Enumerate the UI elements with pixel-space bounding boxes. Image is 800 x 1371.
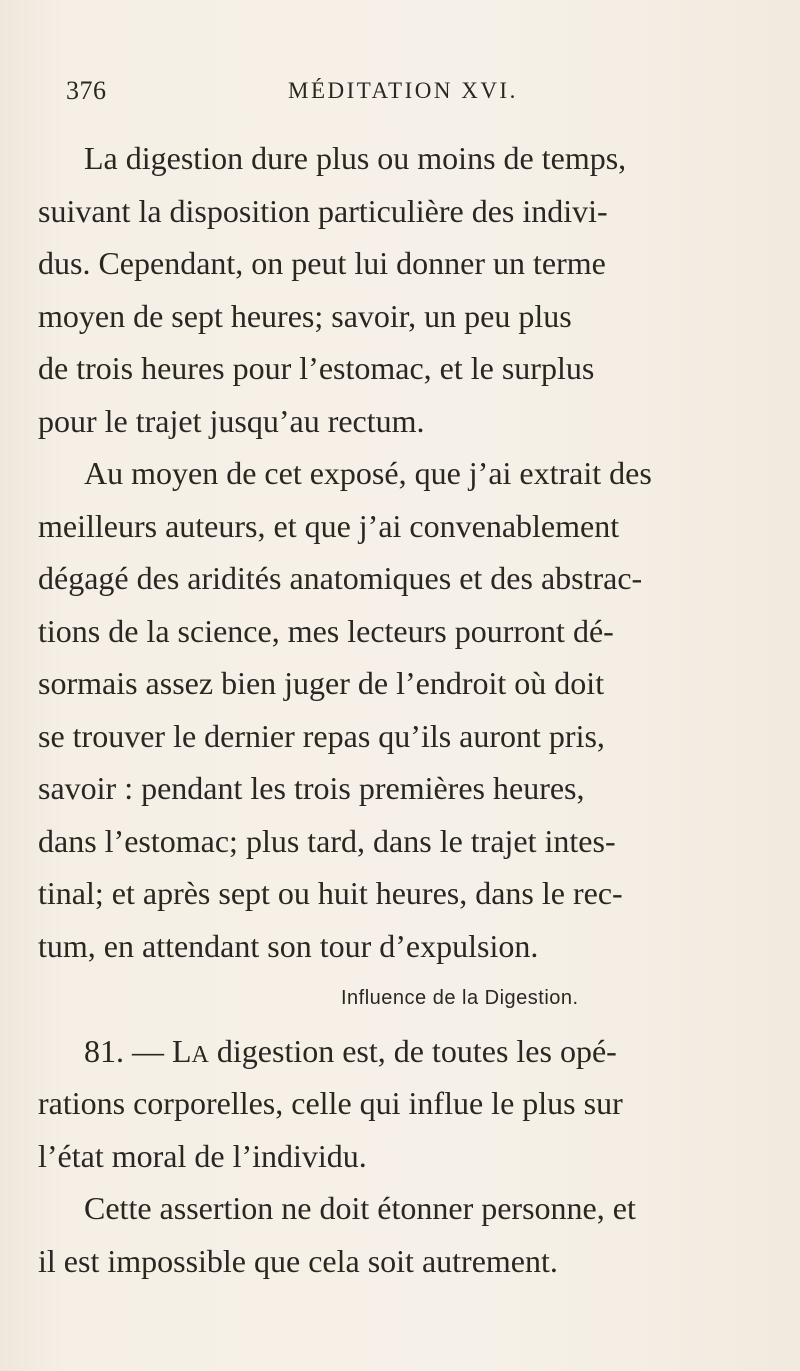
section-number: 81. — <box>84 1032 164 1069</box>
text-line: suivant la disposition particulière des indivi- <box>38 192 608 229</box>
section-heading: Influence de la Digestion. <box>341 987 579 1009</box>
text-line: La digestion dure plus ou moins de temps, <box>84 140 627 176</box>
smallcaps-rest: A <box>191 1041 209 1068</box>
text-line: tum, en attendant son tour d’expulsion. <box>38 927 539 964</box>
text-line: meilleurs auteurs, et que j’ai convenablement <box>38 507 620 544</box>
text-line: dégagé des aridités anatomiques et des abstrac- <box>38 560 643 596</box>
text-line: il est impossible que cela soit autrement. <box>38 1242 558 1279</box>
text-line: se trouver le dernier repas qu’ils auront pris, <box>38 717 605 754</box>
running-title: MÉDITATION XVI. <box>288 78 518 103</box>
text-line: tions de la science, mes lecteurs pourront dé- <box>38 612 614 649</box>
text-line: dus. Cependant, on peut lui donner un terme <box>38 245 606 281</box>
first-line-rest: digestion est, de toutes les opé- <box>216 1032 617 1069</box>
page-number: 376 <box>66 76 107 105</box>
text-line: Cette assertion ne doit étonner personne, et <box>84 1190 636 1226</box>
body-text <box>38 132 790 1287</box>
text-line: pour le trajet jusqu’au rectum. <box>38 402 425 439</box>
text-line: rations corporelles, celle qui influe le plus sur <box>38 1085 623 1121</box>
text-line: sormais assez bien juger de l’endroit où doit <box>38 665 605 701</box>
text-line: de trois heures pour l’estomac, et le surplus <box>38 350 595 386</box>
text-line: moyen de sept heures; savoir, un peu plus <box>38 297 572 334</box>
page-header <box>66 76 626 116</box>
text-line: dans l’estomac; plus tard, dans le trajet intes- <box>38 822 616 859</box>
smallcaps-initial: L <box>172 1032 192 1069</box>
text-line: Au moyen de cet exposé, que j’ai extrait des <box>84 455 652 491</box>
section-81-first-line <box>38 1025 790 1078</box>
text-line: l’état moral de l’individu. <box>38 1137 367 1174</box>
text-line: savoir : pendant les trois premières heures, <box>38 770 585 806</box>
text-line: tinal; et après sept ou huit heures, dans le rec- <box>38 875 623 911</box>
